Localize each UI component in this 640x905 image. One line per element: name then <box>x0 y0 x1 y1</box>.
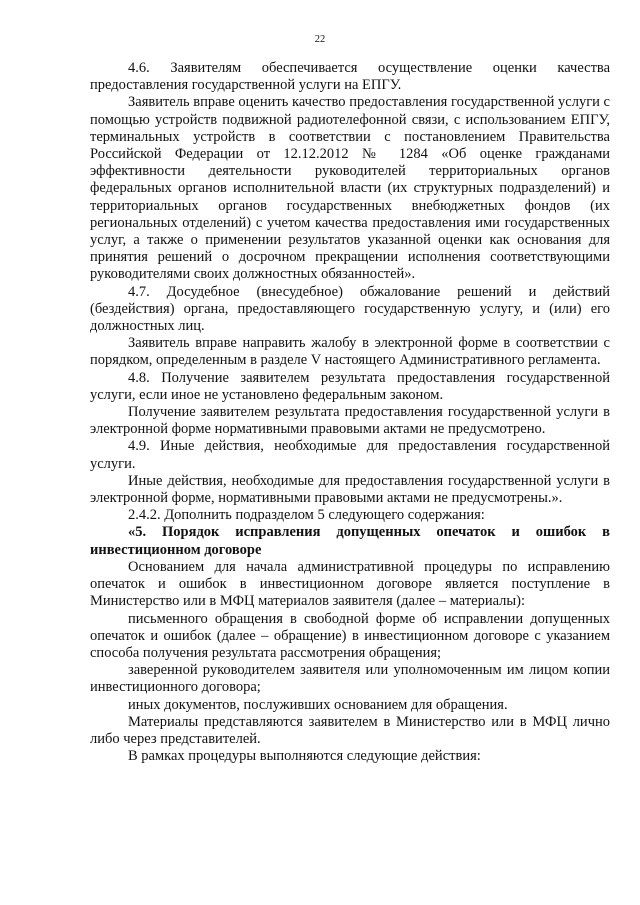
paragraph-4-7: 4.7. Досудебное (внесудебное) обжалование решений и действий (бездействия) органа, предоставляющего государственную услугу, и (или) его должностных лиц. <box>90 283 610 335</box>
section-heading-5: «5. Порядок исправления допущенных опечаток и ошибок в инвестиционном договоре <box>90 524 610 558</box>
paragraph-procedure-actions: В рамках процедуры выполняются следующие действия: <box>128 748 481 765</box>
paragraph-complaint: Заявитель вправе направить жалобу в электронной форме в соответствии с порядком, определенным в разделе V настоящего Административного регламента. <box>90 335 610 369</box>
paragraph-4-8: 4.8. Получение заявителем результата предоставления государственной услуги, если иное не установлено федеральным законом. <box>90 369 610 403</box>
paragraph-other-documents: иных документов, послуживших основанием для обращения. <box>128 696 508 713</box>
paragraph-4-6: 4.6. Заявителям обеспечивается осуществление оценки качества предоставления государственной услуги на ЕПГУ. <box>90 60 610 94</box>
paragraph-quality-assessment: Заявитель вправе оценить качество предоставления государственной услуги с помощью устройств подвижной радиотелефонной связи, с использованием ЕПГУ, терминальных устройств в соответствии с постановлением Правительства Российской Федерации от 12.12.2012 № 1284 «Об оценке гражданами эффективности деятельности руководителей территориальных органов федеральных органов исполнительной власти (их структурных подразделений) и территориальных органов государственных внебюджетных фондов (их региональных отделений) с учетом качества предоставления ими государственных услуг, а также о применении результатов указанной оценки как основания для принятия решений о досрочном прекращении исполнения соответствующими руководителями своих должностных обязанностей». <box>90 94 610 283</box>
paragraph-certified-copy: заверенной руководителем заявителя или уполномоченным им лицом копии инвестиционного договора; <box>90 662 610 696</box>
paragraph-4-9: 4.9. Иные действия, необходимые для предоставления государственной услуги. <box>90 438 610 472</box>
paragraph-2-4-2: 2.4.2. Дополнить подразделом 5 следующего содержания: <box>128 507 485 524</box>
document-body <box>90 60 610 765</box>
paragraph-result-electronic: Получение заявителем результата предоставления государственной услуги в электронной форме нормативными правовыми актами не предусмотрено. <box>90 404 610 438</box>
paragraph-written-request: письменного обращения в свободной форме об исправлении допущенных опечаток и ошибок (далее – обращение) в инвестиционном договоре с указанием способа получения результата рассмотрения обращения; <box>90 610 610 661</box>
paragraph-other-actions: Иные действия, необходимые для предоставления государственной услуги в электронной форме, нормативными правовыми актами не предусмотрены.». <box>90 472 610 507</box>
paragraph-procedure-basis: Основанием для начала административной процедуры по исправлению опечаток и ошибок в инвестиционном договоре является поступление в Министерство или в МФЦ материалов заявителя (далее – материалы): <box>90 558 610 610</box>
paragraph-materials-submission: Материалы представляются заявителем в Министерство или в МФЦ лично либо через представителей. <box>90 713 610 747</box>
page-number: 22 <box>314 34 326 45</box>
